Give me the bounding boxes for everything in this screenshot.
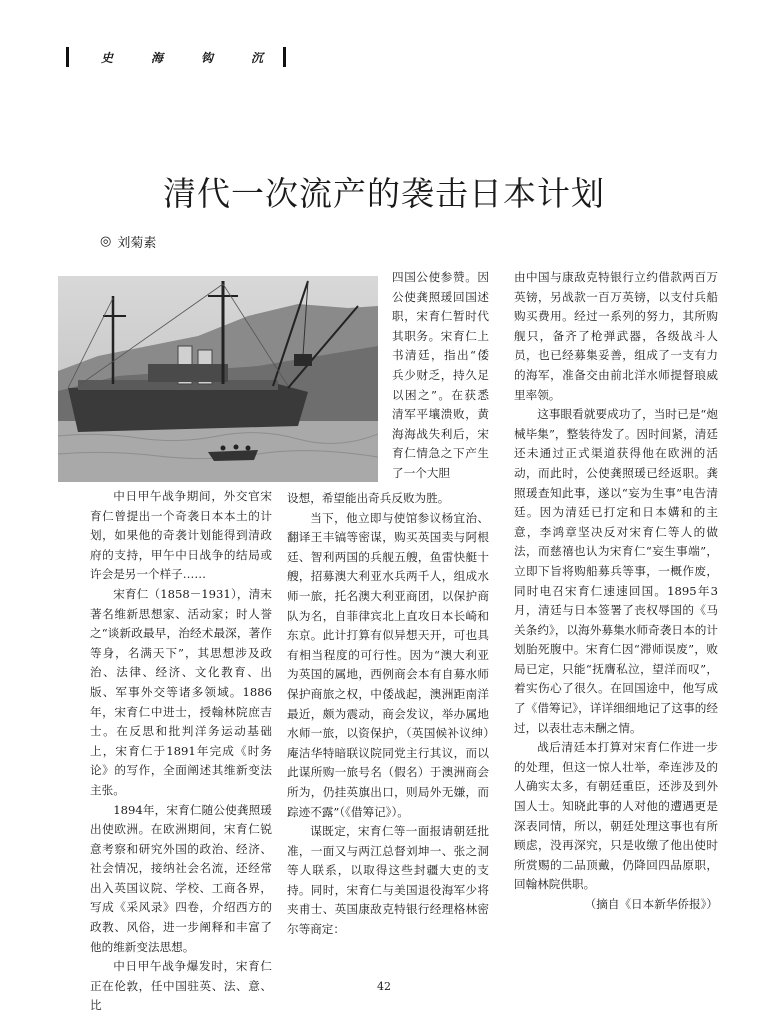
header-char-4: 沉 (251, 50, 264, 65)
page-number: 42 (377, 980, 391, 993)
paragraph: 1894年，宋育仁随公使龚照瑗出使欧洲。在欧洲期间，宋育仁锐意考察和研究外国的政治、经济、社会情况，接纳社会名流，还经常出入英国议院、学校、工商各界，写成《采风录》四卷，介绍西方的政教、风俗，进一步阐释和丰富了他的维新变法思想。 (90, 802, 272, 954)
header-char-1: 史 (101, 50, 114, 65)
paragraph: 设想，希望能出奇兵反败为胜。 (287, 491, 450, 505)
column-right (514, 268, 718, 915)
source-note: （摘自《日本新华侨报》） (584, 897, 718, 911)
paragraph: 谋既定，宋育仁等一面报请朝廷批准，一面又与两江总督刘坤一、张之洞等人联系，以取得这些封疆大吏的支持。同时，宋育仁与美国退役海军少将夹甫士、英国康敌克特银行经理格林密尔等商定： (287, 824, 489, 937)
author-name: 刘菊素 (117, 236, 157, 251)
header-right-bar (283, 47, 286, 67)
paragraph: 战后清廷本打算对宋育仁作进一步的处理，但这一惊人壮举，牵连涉及的人确实太多，有朝廷重臣，还涉及到外国人士。知晓此事的人对他的遭遇更是深表同情，所以，朝廷处理这事也有所顾虑，没再深究，只是收缴了他出使时所赏赐的二品顶戴，仍降回四品原职，回翰林院供职。 (514, 740, 718, 892)
paragraph: 四国公使参赞。因公使龚照瑗回国述职，宋育仁暂时代其职务。宋育仁上书清廷，指出“倭兵少财乏，持久足以困之”。在获悉清军平壤溃败，黄海海战失利后，宋育仁情急之下产生了一个大胆 (392, 270, 489, 480)
paragraph: 这事眼看就要成功了，当时已是“炮械毕集”，整装待发了。因时间紧，清廷还未通过正式渠道获得他在欧洲的活动，而此时，公使龚照瑗已经返职。龚照瑗查知此事，遂以“妄为生事”电告清廷。因为清廷已打定和日本媾和的主意，李鸿章坚决反对宋育仁等人的做法，而慈禧也认为宋育仁“妄生事端”，立即下旨将购船募兵等事，一概作废，同时电召宋育仁速速回国。1895年3月，清廷与日本签署了丧权辱国的《马关条约》，以海外募集水师奇袭日本的计划胎死腹中。宋育仁因“滞师误废”，败局已定，只能“抚膺私泣，望洋而叹”，着实伤心了很久。在回国途中，他写成了《借筹记》，详详细细地记了这事的经过，以表壮志未酬之情。 (514, 407, 718, 735)
header-char-3: 钩 (201, 50, 214, 65)
column-top-middle (392, 268, 489, 484)
paragraph: 中日甲午战争期间，外交官宋育仁曾提出一个奇袭日本本土的计划，如果他的奇袭计划能得到清政府的支持，甲午中日战争的结局或许会是另一个样子…… (90, 489, 272, 582)
warship-illustration (58, 276, 378, 482)
header-char-2: 海 (151, 50, 164, 65)
column-middle (287, 489, 489, 940)
author-line (100, 232, 156, 251)
section-header (66, 46, 286, 68)
paragraph: 中日甲午战争爆发时，宋育仁正在伦敦，任中国驻英、法、意、比 (90, 959, 272, 1013)
paragraph: 由中国与康敌克特银行立约借款两百万英镑，另战款一百万英镑，以支付兵船购买费用。经过一系列的努力，其所购舰只，备齐了枪弹武器，各级战斗人员，也已经募集妥善，组成了一支有力的海军，准备交由前北洋水师提督琅威里率领。 (514, 270, 718, 402)
paragraph: 宋育仁（1858－1931），清末著名维新思想家、活动家；时人誉之“谈新政最早，治经术最深，著作等身，名满天下”，其思想涉及政治、法律、经济、文化教育、出版、军事外交等诸多领域。1886年，宋育仁中进士，授翰林院庶吉士。在反思和批判洋务运动基础上，宋育仁于1891年完成《时务论》的写作，全面阐述其维新变法主张。 (90, 586, 272, 797)
paragraph: 当下，他立即与使馆参议杨宜治、翻译王丰镐等密谋，购买英国卖与阿根廷、智利两国的兵舰五艘，鱼雷快艇十艘，招募澳大利亚水兵两千人，组成水师一旅，托名澳大利亚商团，以保护商队为名，自菲律宾北上直攻日本长崎和东京。此计打算有似异想天开，可也具有相当程度的可行性。因为“澳大利亚为英国的属地，西例商会本有自募水师保护商旅之权，中倭战起，澳洲距南洋最近，颇为震动，商会发议，举办属地水师一旅，以资保护，（英国候补议绅）庵洁华特暗联议院同党主行其议，而以此谋所购一旅号名（假名）于澳洲商会所为，仍挂英旗出口，则局外无嫌，而踪迹不露”（《借筹记》）。 (287, 510, 489, 819)
header-left-bar (66, 47, 69, 67)
article-title: 清代一次流产的袭击日本计划 (163, 174, 605, 214)
column-left (90, 487, 272, 1016)
author-mark-icon: ◎ (100, 234, 112, 249)
